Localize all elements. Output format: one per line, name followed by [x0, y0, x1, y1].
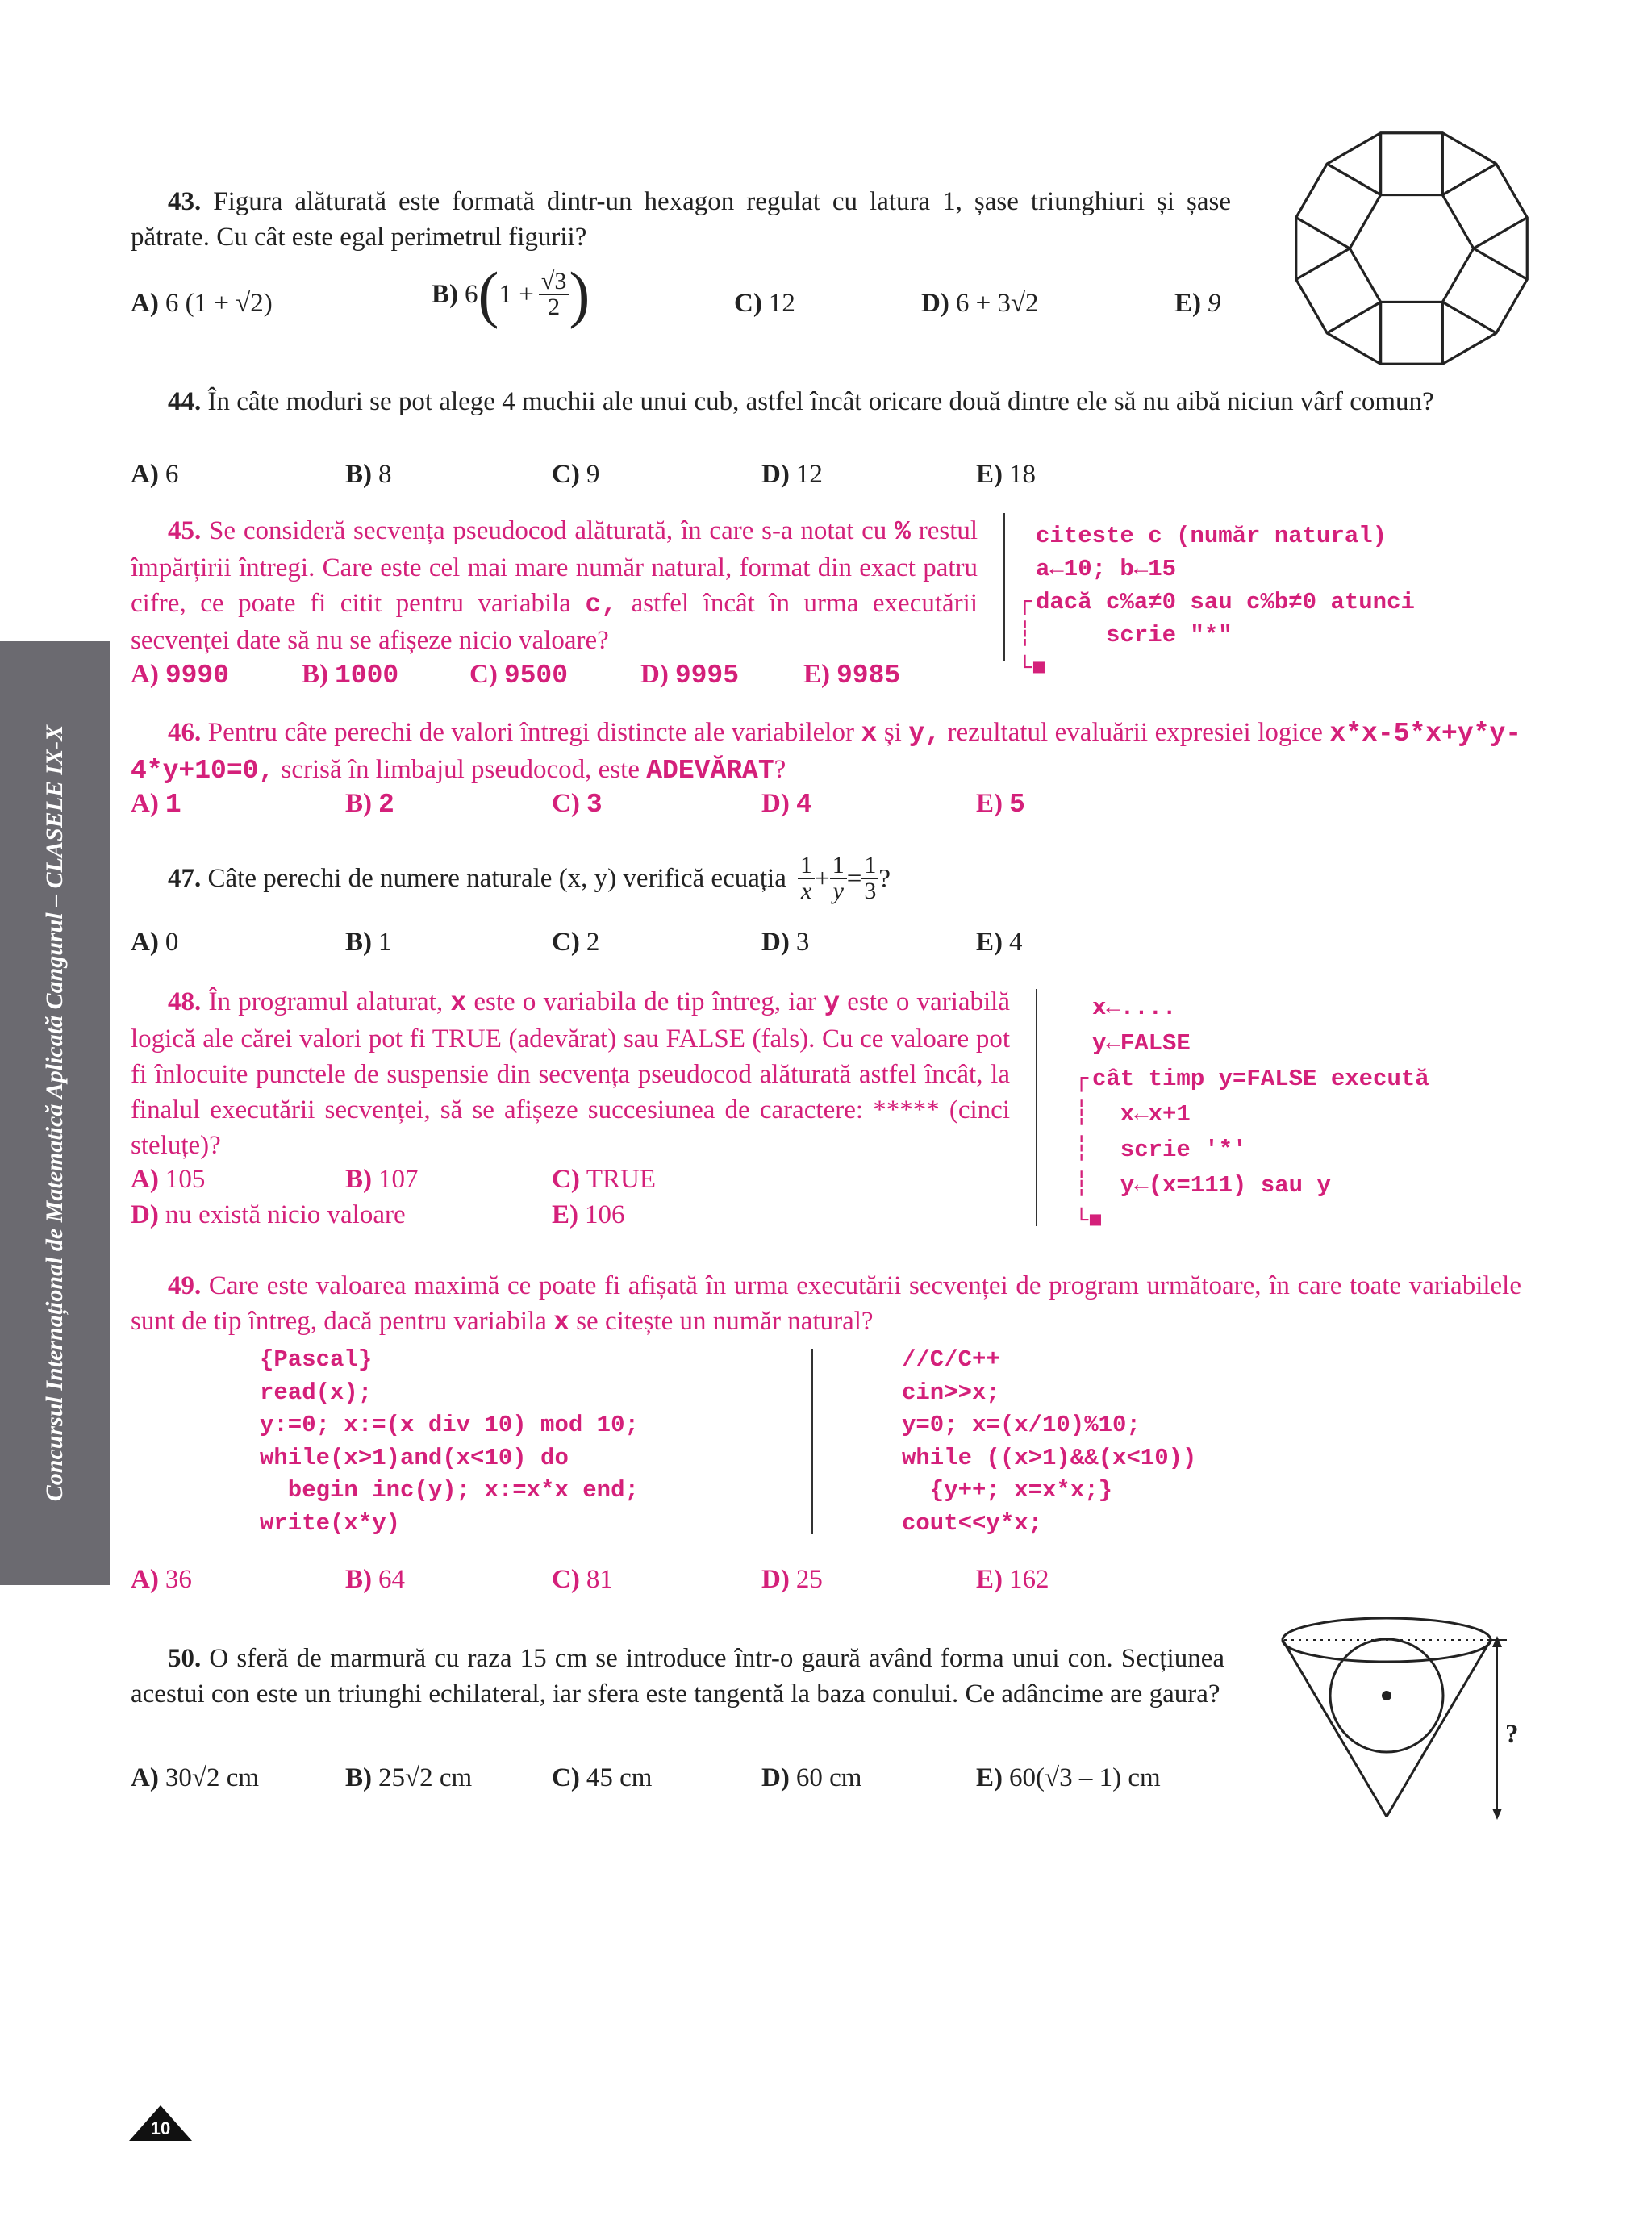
depth-question-mark: ?: [1505, 1720, 1519, 1749]
q49-option-d[interactable]: D) 25: [761, 1565, 823, 1594]
q46-text: 46. Pentru câte perechi de valori întregi distincte ale variabilelor x și y, rezultatul evaluării expresiei logice x*x-5*x+y*y-4*y+10=0, scrisă în limbajul pseudocod, este ADEVĂRAT?: [131, 718, 1522, 786]
q47-option-a[interactable]: A) 0: [131, 928, 179, 957]
q44-option-d[interactable]: D) 12: [761, 460, 823, 489]
q50-option-c[interactable]: C) 45 cm: [552, 1763, 653, 1792]
q47-number: 47.: [168, 864, 202, 893]
q50-number: 50.: [168, 1644, 202, 1673]
q49-option-b[interactable]: B) 64: [345, 1565, 405, 1594]
dodecagon-figure: [1291, 127, 1533, 369]
q46-option-d[interactable]: D) 4: [761, 789, 812, 820]
q49-separator: [811, 1349, 813, 1534]
q45-code: citeste c (număr natural) a←10; b←15 ┌ dacă c%a≠0 sau c%b≠0 atunci ┆ scrie "*" └■: [1018, 523, 1415, 682]
q43-option-e[interactable]: E) 9: [1174, 289, 1221, 318]
q43-option-d[interactable]: D) 6 + 3√2: [921, 289, 1039, 318]
q48-text: 48. În programul alaturat, x este o variabila de tip întreg, iar y este o variabilă logică ale cărei valori pot fi TRUE (adevărat) sau FALSE (fals). Cu ce valoare pot fi înlocuite punctele de suspensie din secvența pseudocod alăturată astfel încât, la finalul executării secvenței, să se afișeze succesiunea de caractere: ***** (cinci steluțe)?: [131, 987, 1010, 1160]
q43-number: 43.: [168, 187, 202, 216]
side-banner-text: Concursul Internațional de Matematică Aplicată Cangurul – CLASELE IX-X: [41, 724, 68, 1502]
q45-text: 45. Se consideră secvența pseudocod alăturată, în care s-a notat cu % restul împărțirii întregi. Care este cel mai mare număr natural, format din exact patru cifre, ce poate fi citit pentru variabila c, astfel încât în urma executării secvenței date să nu se afișeze nicio valoare?: [131, 516, 978, 655]
q46-option-c[interactable]: C) 3: [552, 789, 603, 820]
q50-option-b[interactable]: B) 25√2 cm: [345, 1763, 473, 1792]
q45-option-b[interactable]: B) 1000: [302, 660, 399, 691]
q44-option-c[interactable]: C) 9: [552, 460, 600, 489]
q45-option-d[interactable]: D) 9995: [640, 660, 740, 691]
q48-separator: [1036, 989, 1037, 1226]
q44-text: [131, 384, 1521, 419]
q44-number: 44.: [168, 387, 202, 416]
q49-text: 49. Care este valoarea maximă ce poate fi afișată în urma executării secvenței de program următoare, în care toate variabilele sunt de tip întreg, dacă pentru variabila x se citește un număr natural?: [131, 1271, 1521, 1337]
q48-code: x←.... y←FALSE ┌ cât timp y=FALSE execută ┆ x←x+1 ┆ scrie '*' ┆ y←(x=111) sau y └■: [1074, 995, 1429, 1234]
q47-equation: $\frac{1}{x}+$ $\frac{1}{y}=$ $\frac{1}{3}$ ?: [798, 862, 891, 891]
q47-statement: Câte perechi de numere naturale (x, y) verifică ecuația: [207, 864, 786, 893]
q47-option-b[interactable]: B) 1: [345, 928, 392, 957]
q49-number: 49.: [168, 1271, 202, 1300]
q50-text: [131, 1641, 1224, 1712]
q43-option-a[interactable]: A) 6 (1 + √2): [131, 289, 273, 318]
page-number: 10: [150, 2118, 171, 2138]
q50-statement: O sferă de marmură cu raza 15 cm se introduce într-o gaură având forma unui con. Secțiunea acestui con este un triunghi echilateral, iar sfera este tangentă la baza conului. Ce adâncime are gaura?: [131, 1644, 1225, 1709]
q47-option-e[interactable]: E) 4: [976, 928, 1023, 957]
q46-number: 46.: [168, 718, 202, 747]
q49-option-a[interactable]: A) 36: [131, 1565, 192, 1594]
cone-sphere-figure: [1278, 1613, 1536, 1823]
q43-option-b[interactable]: B) 6(1 + $\frac{√3}{2}$ ): [432, 259, 590, 329]
q47-option-d[interactable]: D) 3: [761, 928, 810, 957]
q49-pascal-code: {Pascal} read(x); y:=0; x:=(x div 10) mod 10; while(x>1)and(x<10) do begin inc(y); x:=x*x end; write(x*y): [260, 1346, 639, 1537]
q45-option-e[interactable]: E) 9985: [803, 660, 901, 691]
q44-option-a[interactable]: A) 6: [131, 460, 179, 489]
q50-option-d[interactable]: D) 60 cm: [761, 1763, 862, 1792]
q46-option-e[interactable]: E) 5: [976, 789, 1025, 820]
q49-cpp-code: //C/C++ cin>>x; y=0; x=(x/10)%10; while ((x>1)&&(x<10)) {y++; x=x*x;} cout<<y*x;: [902, 1346, 1197, 1537]
q47-option-c[interactable]: C) 2: [552, 928, 600, 957]
q47-text: [168, 853, 891, 903]
q48-option-c[interactable]: C) TRUE: [552, 1165, 656, 1194]
q45-number: 45.: [168, 516, 202, 545]
q49-option-c[interactable]: C) 81: [552, 1565, 613, 1594]
q49-option-e[interactable]: E) 162: [976, 1565, 1049, 1594]
q43-statement: Figura alăturată este formată dintr-un hexagon regulat cu latura 1, șase triunghiuri și șase pătrate. Cu cât este egal perimetrul figurii?: [131, 187, 1231, 252]
q48-option-b[interactable]: B) 107: [345, 1165, 419, 1194]
q44-statement: În câte moduri se pot alege 4 muchii ale unui cub, astfel încât oricare două dintre ele să nu aibă niciun vârf comun?: [207, 387, 1434, 416]
q43-text: [131, 184, 1231, 255]
q44-option-e[interactable]: E) 18: [976, 460, 1036, 489]
q50-option-a[interactable]: A) 30√2 cm: [131, 1763, 260, 1792]
q46-option-b[interactable]: B) 2: [345, 789, 394, 820]
q50-option-e[interactable]: E) 60(√3 – 1) cm: [976, 1763, 1161, 1792]
q48-option-a[interactable]: A) 105: [131, 1165, 206, 1194]
q45-option-a[interactable]: A) 9990: [131, 660, 230, 691]
q48-option-e[interactable]: E) 106: [552, 1200, 625, 1229]
q48-option-d[interactable]: D) nu există nicio valoare: [131, 1200, 406, 1229]
q46-option-a[interactable]: A) 1: [131, 789, 181, 820]
q45-option-c[interactable]: C) 9500: [469, 660, 569, 691]
q48-number: 48.: [168, 987, 202, 1016]
q43-option-c[interactable]: C) 12: [734, 289, 795, 318]
q44-option-b[interactable]: B) 8: [345, 460, 392, 489]
q45-separator: [1003, 513, 1005, 661]
